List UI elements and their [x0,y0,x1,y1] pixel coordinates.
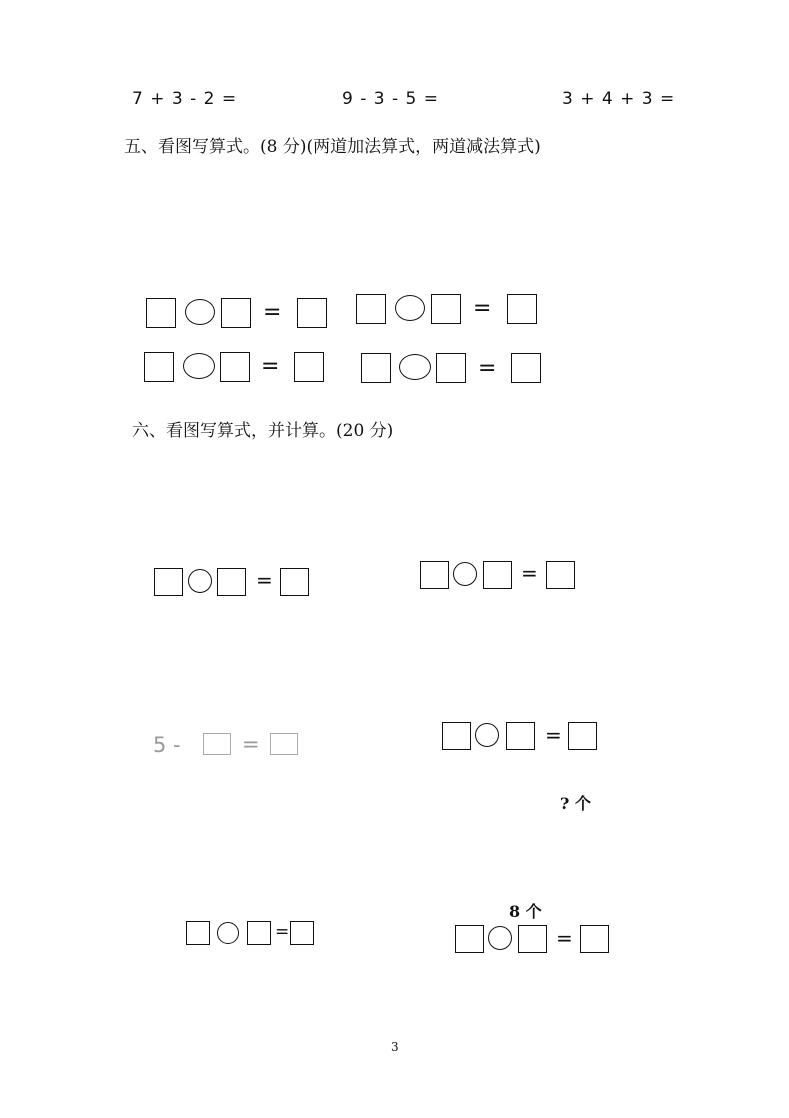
cube-icon [586,817,612,845]
operator-circle[interactable] [395,295,425,321]
answer-box[interactable] [247,921,271,945]
operator-circle[interactable] [183,353,215,379]
operator-circle[interactable] [488,926,512,950]
smiley-face-icon [155,184,197,226]
blocks-question-label: ? 个 [560,794,591,813]
answer-box[interactable] [420,561,449,589]
answer-box[interactable] [186,921,210,945]
smiley-face-icon [382,227,424,269]
answer-box[interactable] [506,722,535,750]
swallow-icon [240,830,290,865]
equals-sign: = [545,723,562,747]
page-number: 3 [391,1040,399,1054]
cube-icon [466,842,492,878]
bubble-icon [516,630,540,648]
answer-box[interactable] [507,294,537,324]
operator-circle[interactable] [475,723,499,747]
snail-icon [206,460,265,488]
answer-box[interactable] [154,568,183,596]
answer-box[interactable] [221,298,251,328]
operator-circle[interactable] [399,354,431,380]
answer-box[interactable] [144,352,174,382]
answer-box[interactable] [220,352,250,382]
answer-box[interactable] [431,294,461,324]
answer-box[interactable] [436,353,466,383]
equation-3: 3 + 4 + 3 = [562,89,676,109]
answer-box[interactable] [280,568,309,596]
answer-box[interactable] [483,561,512,589]
answer-box[interactable] [203,733,231,755]
answer-box[interactable] [511,353,541,383]
cube-icon [466,817,492,843]
cube-icon [586,849,612,877]
equals-sign: = [521,561,538,585]
bubble-icon [528,647,552,665]
snail-icon [275,460,330,518]
cube-icon [562,849,588,877]
operator-circle[interactable] [188,569,212,593]
answer-box[interactable] [546,561,575,589]
equation-2: 9 - 3 - 5 = [342,89,439,109]
smiley-face-icon [155,229,197,271]
smiley-face-icon [436,181,478,223]
operator-circle[interactable] [217,922,239,944]
brace [443,880,610,896]
equals-sign: = [256,568,273,592]
smiley-face-icon [207,184,249,226]
bubble-icon [453,659,477,677]
section6-title: 六、看图写算式，并计算。(20 分) [132,421,394,441]
operator-circle[interactable] [453,562,477,586]
cube-icon [442,842,468,878]
answer-box[interactable] [356,294,386,324]
blocks-total-label: 8 个 [509,902,542,921]
answer-box[interactable] [290,921,314,945]
answer-box[interactable] [297,298,327,328]
snail-icon [202,491,262,518]
cube-icon [442,817,468,843]
bubble-icon [429,669,453,687]
equals-sign: = [263,300,282,325]
answer-box[interactable] [442,722,471,750]
swallow-icon [300,788,360,830]
swallow-icon [162,850,178,905]
bubble-icon [506,647,530,665]
equation-1: 7 + 3 - 2 = [132,89,238,109]
bubble-icon [513,667,537,685]
answer-box[interactable] [455,925,484,953]
bubble-icon [430,648,454,666]
smiley-face-icon [382,181,424,223]
answer-box[interactable] [217,568,246,596]
section5-note: (两道加法算式，两道减法算式) [306,137,541,157]
bubble-icon [538,667,562,685]
equals-sign: = [275,922,290,942]
answer-box[interactable] [518,925,547,953]
snail-icon [140,468,208,495]
smiley-face-icon [207,229,249,271]
answer-box[interactable] [294,352,324,382]
answer-box[interactable] [146,298,176,328]
operator-circle[interactable] [185,299,215,325]
answer-box[interactable] [580,925,609,953]
equation-prefix: 5 - [153,733,181,757]
swallow-icon [189,846,205,910]
answer-box[interactable] [270,733,298,755]
answer-box[interactable] [568,722,597,750]
section5-title: 五、看图写算式。(8 分) [124,137,307,157]
cube-icon [562,817,588,845]
equals-sign: = [473,296,492,321]
equals-sign: = [556,926,573,950]
section5-title-row [124,132,541,157]
snail-icon [143,496,205,522]
mushroom-icon [530,462,570,505]
equals-sign: = [478,356,497,381]
equals-sign: = [261,354,280,379]
equals-sign: = [242,732,260,756]
answer-box[interactable] [361,353,391,383]
